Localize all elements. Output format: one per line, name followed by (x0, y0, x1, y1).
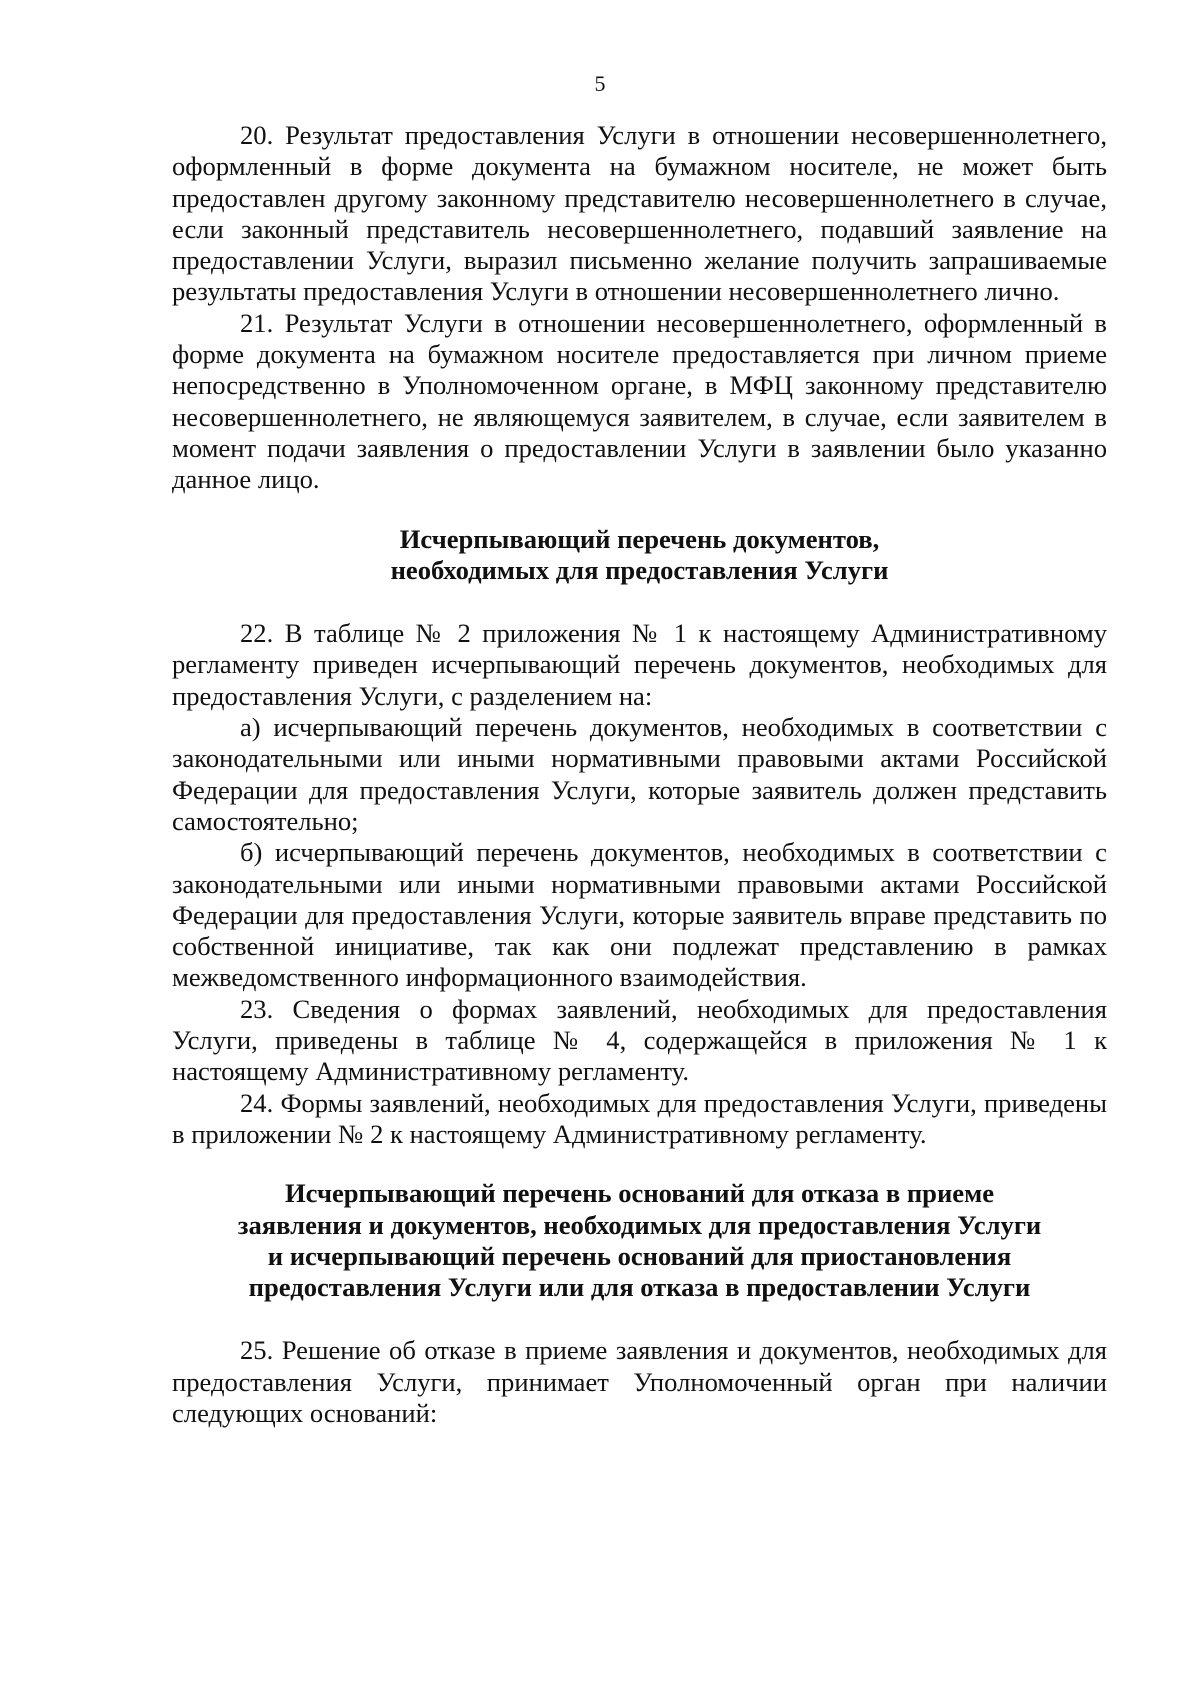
paragraph-25: 25. Решение об отказе в приеме заявления и документов, необходимых для предоставления Услуги, принимает Уполномоченный орган при наличии следующих оснований: (172, 1335, 1107, 1428)
paragraph-20: 20. Результат предоставления Услуги в отношении несовершеннолетнего, оформленный в форме документа на бумажном носителе, не может быть предоставлен другому законному представителю несовершеннолетнего в случае, если законный представитель несовершеннолетнего, подавший заявление на предоставлении Услуги, выразил письменно желание получить запрашиваемые результаты предоставления Услуги в отношении несовершеннолетнего лично. (172, 120, 1107, 307)
section-heading-documents (172, 524, 1107, 587)
page-content (172, 120, 1107, 1429)
heading-line: предоставления Услуги или для отказа в предоставлении Услуги (248, 1272, 1031, 1303)
paragraph-22: 22. В таблице № 2 приложения № 1 к настоящему Административному регламенту приведен исчерпывающий перечень документов, необходимых для предоставления Услуги, с разделением на: (172, 618, 1107, 711)
paragraph-22-b: б) исчерпывающий перечень документов, необходимых в соответствии с законодательными или иными нормативными правовыми актами Российской Федерации для предоставления Услуги, которые заявитель вправе представить по собственной инициативе, так как они подлежат представлению в рамках межведомственного информационного взаимодействия. (172, 837, 1107, 993)
page-number: 5 (594, 71, 606, 96)
paragraph-22-a: а) исчерпывающий перечень документов, необходимых в соответствии с законодательными или иными нормативными правовыми актами Российской Федерации для предоставления Услуги, которые заявитель должен представить самостоятельно; (172, 712, 1107, 836)
paragraph-21: 21. Результат Услуги в отношении несовершеннолетнего, оформленный в форме документа на бумажном носителе предоставляется при личном приеме непосредственно в Уполномоченном органе, в МФЦ законному представителю несовершеннолетнего, не являющемуся заявителем, в случае, если заявителем в момент подачи заявления о предоставлении Услуги в заявлении было указанно данное лицо. (172, 307, 1107, 495)
heading-line: заявления и документов, необходимых для предоставления Услуги (237, 1209, 1042, 1240)
paragraph-24: 24. Формы заявлений, необходимых для предоставления Услуги, приведены в приложении № 2 к настоящему Административному регламенту. (172, 1087, 1107, 1149)
heading-line: Исчерпывающий перечень оснований для отказа в приеме (284, 1178, 995, 1209)
section-heading-refusal-grounds (172, 1178, 1107, 1303)
paragraph-23: 23. Сведения о формах заявлений, необходимых для предоставления Услуги, приведены в таблице № 4, содержащейся в приложения № 1 к настоящему Административному регламенту. (172, 993, 1107, 1087)
heading-line: и исчерпывающий перечень оснований для приостановления (267, 1240, 1012, 1271)
heading-line: Исчерпывающий перечень документов, (399, 523, 880, 554)
heading-line: необходимых для предоставления Услуги (390, 554, 889, 585)
